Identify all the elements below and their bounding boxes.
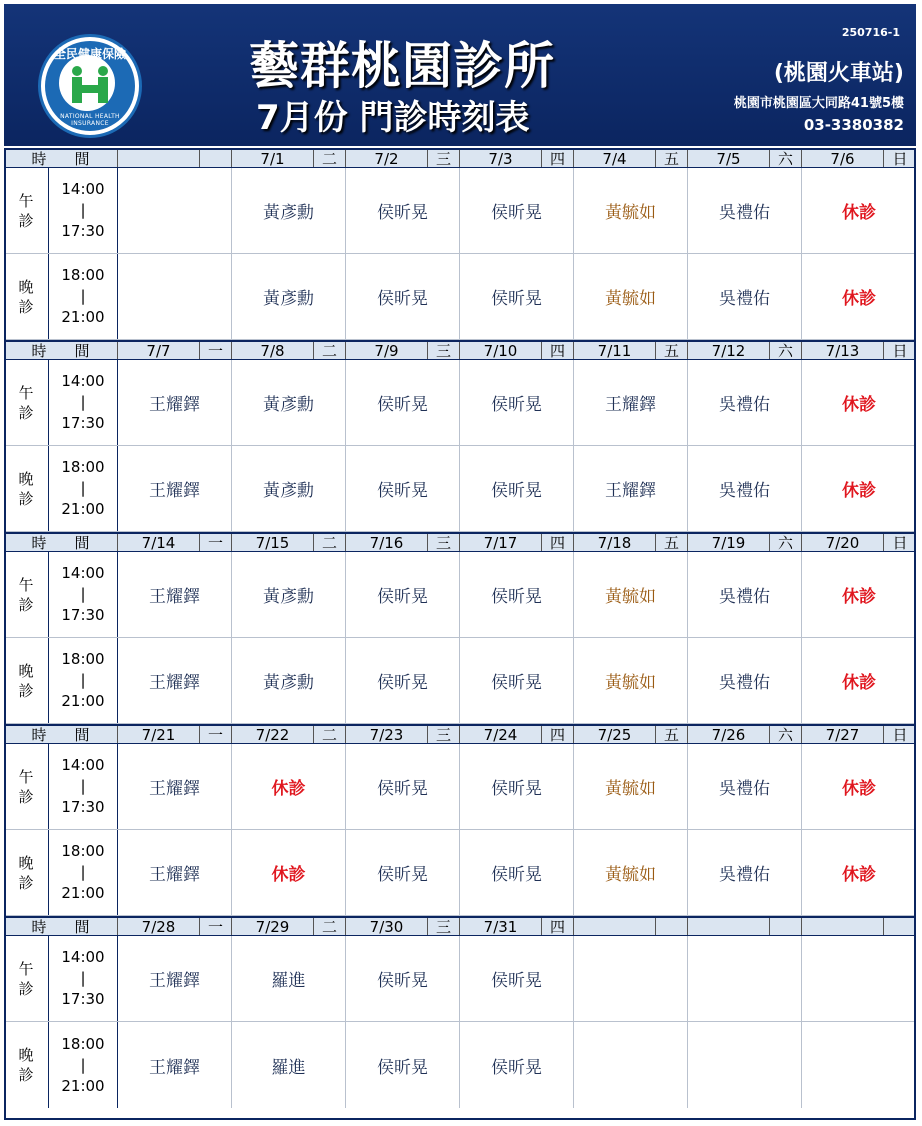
doctor-cell: 王耀鐸	[574, 360, 688, 445]
session-label-char: 診	[18, 787, 34, 806]
afternoon-session-row	[4, 936, 916, 1022]
date-cell: 7/21	[118, 726, 200, 743]
weekday-cell: 六	[770, 534, 802, 551]
date-cell: 7/25	[574, 726, 656, 743]
afternoon-time-range	[49, 552, 118, 637]
weekday-cell: 日	[892, 726, 908, 744]
date-cell: 7/24	[460, 726, 542, 743]
doctor-cell: 侯昕晃	[346, 744, 460, 829]
doctor-cell: 吳禮佑	[688, 744, 802, 829]
doctor-cell: 侯昕晃	[460, 936, 574, 1021]
date-cell	[574, 918, 656, 935]
doctor-cell: 黃毓如	[574, 638, 688, 723]
time-end: 17:30	[61, 990, 105, 1008]
weekday-cell: 二	[314, 150, 346, 167]
doctor-cell: 侯昕晃	[460, 638, 574, 723]
date-cell: 7/7	[118, 342, 200, 359]
time-header	[4, 918, 118, 935]
doctor-cell: 休診	[842, 587, 876, 607]
doctor-cell: 吳禮佑	[688, 638, 802, 723]
session-label-char: 診	[18, 979, 34, 998]
evening-label	[4, 254, 49, 339]
logo-subtext: NATIONAL HEALTH INSURANCE	[60, 113, 120, 127]
time-sep: |	[80, 585, 86, 603]
evening-session-row	[4, 446, 916, 532]
time-header	[4, 150, 118, 167]
weekday-cell	[656, 918, 688, 935]
doctor-cell: 黃毓如	[574, 552, 688, 637]
time-start: 18:00	[61, 650, 105, 668]
session-label-char: 診	[18, 681, 34, 700]
nhi-logo-icon	[38, 34, 142, 138]
time-end: 21:00	[61, 1076, 105, 1095]
date-cell: 7/2	[346, 150, 428, 167]
doctor-cell	[574, 1022, 688, 1108]
doctor-cell: 黃彥勳	[232, 446, 346, 531]
evening-session-row	[4, 254, 916, 340]
weekday-cell: 二	[314, 918, 346, 935]
doctor-cell: 休診	[842, 865, 876, 885]
session-label-char: 診	[18, 873, 34, 892]
doctor-cell: 休診	[842, 673, 876, 693]
doctor-cell: 黃毓如	[574, 254, 688, 339]
doctor-cell: 侯昕晃	[460, 830, 574, 915]
weekday-cell: 一	[200, 726, 232, 743]
session-label-char: 診	[18, 595, 34, 614]
session-label-char: 晚	[18, 1046, 34, 1064]
logo-text: 全民健康保險	[53, 47, 126, 61]
week-header-row	[4, 724, 916, 744]
afternoon-time-range	[49, 936, 118, 1021]
weekday-cell	[884, 918, 916, 935]
date-cell: 7/11	[574, 342, 656, 359]
weekday-cell	[770, 918, 802, 935]
date-cell: 7/27	[802, 726, 884, 743]
date-cell: 7/1	[232, 150, 314, 167]
doctor-cell: 吳禮佑	[688, 446, 802, 531]
clinic-name: 藝群桃園診所	[249, 37, 555, 95]
afternoon-label	[4, 936, 49, 1021]
doctor-cell: 侯昕晃	[460, 1022, 574, 1108]
session-label-char: 診	[18, 211, 34, 230]
doctor-cell: 休診	[232, 830, 346, 915]
time-header-char: 時	[31, 342, 47, 360]
date-cell: 7/8	[232, 342, 314, 359]
afternoon-label	[4, 552, 49, 637]
session-label-char: 診	[18, 489, 34, 508]
doctor-cell: 黃彥勳	[232, 638, 346, 723]
time-end: 17:30	[61, 798, 105, 816]
week-block	[4, 340, 916, 532]
weekday-cell: 四	[542, 534, 574, 551]
afternoon-label	[4, 168, 49, 253]
doctor-cell	[688, 1022, 802, 1108]
time-start: 18:00	[61, 842, 105, 860]
afternoon-session-row	[4, 360, 916, 446]
time-header-char: 時	[31, 534, 47, 552]
doctor-cell: 王耀鐸	[118, 936, 232, 1021]
weekday-cell: 六	[770, 342, 802, 359]
date-cell: 7/4	[574, 150, 656, 167]
afternoon-session-row	[4, 744, 916, 830]
time-start: 14:00	[61, 948, 105, 966]
clinic-address: 桃園市桃園區大同路41號5樓	[733, 96, 904, 111]
date-cell: 7/18	[574, 534, 656, 551]
date-cell	[688, 918, 770, 935]
time-header-char: 間	[74, 726, 90, 744]
time-start: 14:00	[61, 372, 105, 390]
weekday-cell: 日	[892, 150, 908, 168]
date-cell: 7/16	[346, 534, 428, 551]
date-cell: 7/6	[802, 150, 884, 167]
doctor-cell: 休診	[842, 779, 876, 799]
doctor-cell: 侯昕晃	[460, 552, 574, 637]
time-start: 14:00	[61, 564, 105, 582]
weekday-cell: 四	[542, 918, 574, 935]
afternoon-time-range	[49, 168, 118, 253]
evening-time-range	[49, 638, 118, 723]
doctor-cell: 王耀鐸	[118, 1022, 232, 1108]
doctor-cell: 王耀鐸	[118, 360, 232, 445]
doctor-cell: 王耀鐸	[118, 638, 232, 723]
session-label-char: 診	[18, 403, 34, 422]
date-cell: 7/9	[346, 342, 428, 359]
date-cell: 7/5	[688, 150, 770, 167]
time-sep: |	[80, 287, 86, 305]
time-start: 14:00	[61, 756, 105, 774]
doctor-cell: 吳禮佑	[688, 254, 802, 339]
doctor-cell	[118, 254, 232, 339]
weekday-cell: 一	[200, 342, 232, 359]
clinic-phone: 03-3380382	[803, 116, 904, 134]
afternoon-label	[4, 744, 49, 829]
time-start: 14:00	[61, 180, 105, 198]
evening-session-row	[4, 638, 916, 724]
session-label-char: 診	[18, 1066, 34, 1084]
doctor-cell: 侯昕晃	[460, 254, 574, 339]
session-label-char: 晚	[18, 661, 34, 680]
doctor-cell: 王耀鐸	[118, 744, 232, 829]
doctor-cell: 黃彥勳	[232, 552, 346, 637]
time-header	[4, 342, 118, 359]
time-header-char: 時	[31, 726, 47, 744]
date-cell: 7/30	[346, 918, 428, 935]
date-cell: 7/22	[232, 726, 314, 743]
date-cell: 7/14	[118, 534, 200, 551]
session-label-char: 晚	[18, 853, 34, 872]
weekday-cell: 一	[200, 534, 232, 551]
session-label-char: 午	[18, 383, 34, 402]
date-cell: 7/13	[802, 342, 884, 359]
time-end: 21:00	[61, 500, 105, 518]
weekday-cell: 二	[314, 534, 346, 551]
doctor-cell: 王耀鐸	[118, 830, 232, 915]
doctor-cell: 王耀鐸	[118, 446, 232, 531]
doctor-cell	[688, 936, 802, 1021]
evening-time-range	[49, 446, 118, 531]
doctor-cell: 侯昕晃	[346, 1022, 460, 1108]
afternoon-label	[4, 360, 49, 445]
doctor-cell	[574, 936, 688, 1021]
weekday-cell: 三	[428, 918, 460, 935]
doctor-cell: 侯昕晃	[460, 744, 574, 829]
date-cell: 7/28	[118, 918, 200, 935]
schedule-subtitle: 7月份 門診時刻表	[256, 98, 530, 138]
doctor-cell	[118, 168, 232, 253]
doctor-cell: 黃彥勳	[232, 360, 346, 445]
doctor-cell: 侯昕晃	[460, 360, 574, 445]
time-end: 17:30	[61, 222, 105, 240]
doctor-cell: 吳禮佑	[688, 168, 802, 253]
doctor-cell: 羅進	[232, 936, 346, 1021]
weekday-cell: 五	[656, 534, 688, 551]
date-cell: 7/10	[460, 342, 542, 359]
doctor-cell: 侯昕晃	[346, 168, 460, 253]
session-label-char: 晚	[18, 277, 34, 296]
time-sep: |	[80, 969, 86, 987]
date-cell: 7/15	[232, 534, 314, 551]
date-cell: 7/20	[802, 534, 884, 551]
weekday-cell: 四	[542, 726, 574, 743]
doctor-cell: 休診	[842, 481, 876, 501]
doctor-cell: 休診	[842, 203, 876, 223]
week-block	[4, 724, 916, 916]
weekday-cell: 五	[656, 726, 688, 743]
time-sep: |	[80, 479, 86, 497]
time-sep: |	[80, 1055, 86, 1074]
time-header-char: 間	[74, 918, 90, 936]
time-sep: |	[80, 201, 86, 219]
session-label-char: 午	[18, 575, 34, 594]
station-label: (桃園火車站)	[773, 61, 904, 86]
date-cell: 7/17	[460, 534, 542, 551]
afternoon-time-range	[49, 360, 118, 445]
time-sep: |	[80, 777, 86, 795]
doctor-cell: 侯昕晃	[346, 254, 460, 339]
date-cell: 7/19	[688, 534, 770, 551]
doctor-cell: 侯昕晃	[346, 446, 460, 531]
doctor-cell: 休診	[232, 744, 346, 829]
doctor-cell: 王耀鐸	[574, 446, 688, 531]
session-label-char: 午	[18, 959, 34, 978]
week-header-row	[4, 532, 916, 552]
schedule-table	[4, 148, 916, 1108]
evening-label	[4, 1022, 49, 1108]
weekday-cell: 三	[428, 150, 460, 167]
doctor-cell: 吳禮佑	[688, 360, 802, 445]
evening-label	[4, 446, 49, 531]
doctor-cell: 侯昕晃	[346, 936, 460, 1021]
time-start: 18:00	[61, 266, 105, 284]
time-header-char: 間	[74, 342, 90, 360]
weekday-cell: 二	[314, 342, 346, 359]
time-end: 17:30	[61, 414, 105, 432]
doctor-cell: 羅進	[232, 1022, 346, 1108]
time-sep: |	[80, 863, 86, 881]
date-cell: 7/23	[346, 726, 428, 743]
evening-label	[4, 638, 49, 723]
weekday-cell: 三	[428, 534, 460, 551]
session-label-char: 晚	[18, 469, 34, 488]
time-sep: |	[80, 671, 86, 689]
time-start: 18:00	[61, 1034, 105, 1053]
session-label-char: 診	[18, 297, 34, 316]
weekday-cell: 五	[656, 150, 688, 167]
date-cell	[802, 918, 884, 935]
doctor-cell: 黃毓如	[574, 830, 688, 915]
evening-label	[4, 830, 49, 915]
doctor-cell: 休診	[842, 395, 876, 415]
doctor-cell: 黃毓如	[574, 168, 688, 253]
date-cell: 7/31	[460, 918, 542, 935]
doctor-cell: 侯昕晃	[460, 168, 574, 253]
weekday-cell: 二	[314, 726, 346, 743]
session-label-char: 午	[18, 767, 34, 786]
afternoon-session-row	[4, 552, 916, 638]
time-header	[4, 726, 118, 743]
evening-time-range	[49, 254, 118, 339]
doctor-cell: 侯昕晃	[346, 830, 460, 915]
weekday-cell	[200, 150, 232, 167]
doctor-cell: 黃彥勳	[232, 254, 346, 339]
doctor-cell: 黃彥勳	[232, 168, 346, 253]
date-cell	[118, 150, 200, 167]
session-label-char: 午	[18, 191, 34, 210]
weekday-cell: 六	[770, 150, 802, 167]
weekday-cell: 日	[892, 342, 908, 360]
date-cell: 7/29	[232, 918, 314, 935]
week-header-row	[4, 340, 916, 360]
weekday-cell: 五	[656, 342, 688, 359]
time-end: 21:00	[61, 308, 105, 326]
week-header-row	[4, 148, 916, 168]
afternoon-session-row	[4, 168, 916, 254]
evening-time-range	[49, 830, 118, 915]
weekday-cell: 四	[542, 342, 574, 359]
weekday-cell: 三	[428, 726, 460, 743]
time-header	[4, 534, 118, 551]
doctor-cell: 侯昕晃	[346, 552, 460, 637]
afternoon-time-range	[49, 744, 118, 829]
weekday-cell: 日	[892, 534, 908, 552]
weekday-cell: 四	[542, 150, 574, 167]
doctor-cell: 吳禮佑	[688, 830, 802, 915]
time-sep: |	[80, 393, 86, 411]
doctor-cell: 王耀鐸	[118, 552, 232, 637]
doctor-cell: 侯昕晃	[346, 360, 460, 445]
weekday-cell: 一	[200, 918, 232, 935]
doctor-cell: 吳禮佑	[688, 552, 802, 637]
date-cell: 7/3	[460, 150, 542, 167]
doctor-cell: 黃毓如	[574, 744, 688, 829]
evening-time-range	[49, 1022, 118, 1108]
time-start: 18:00	[61, 458, 105, 476]
week-block	[4, 532, 916, 724]
week-block	[4, 148, 916, 340]
doctor-cell: 侯昕晃	[460, 446, 574, 531]
doctor-cell	[802, 936, 916, 1021]
evening-session-row	[4, 1022, 916, 1108]
date-cell: 7/26	[688, 726, 770, 743]
time-end: 21:00	[61, 692, 105, 710]
time-header-char: 間	[74, 150, 90, 168]
weekday-cell: 三	[428, 342, 460, 359]
doctor-cell	[802, 1022, 916, 1108]
time-end: 17:30	[61, 606, 105, 624]
weekday-cell: 六	[770, 726, 802, 743]
week-header-row	[4, 916, 916, 936]
header-banner	[4, 4, 916, 146]
time-header-char: 時	[31, 918, 47, 936]
time-end: 21:00	[61, 884, 105, 902]
document-code: 250716-1	[841, 26, 900, 39]
doctor-cell: 休診	[842, 289, 876, 309]
evening-session-row	[4, 830, 916, 916]
week-block	[4, 916, 916, 1108]
date-cell: 7/12	[688, 342, 770, 359]
doctor-cell: 侯昕晃	[346, 638, 460, 723]
time-header-char: 間	[74, 534, 90, 552]
time-header-char: 時	[31, 150, 47, 168]
